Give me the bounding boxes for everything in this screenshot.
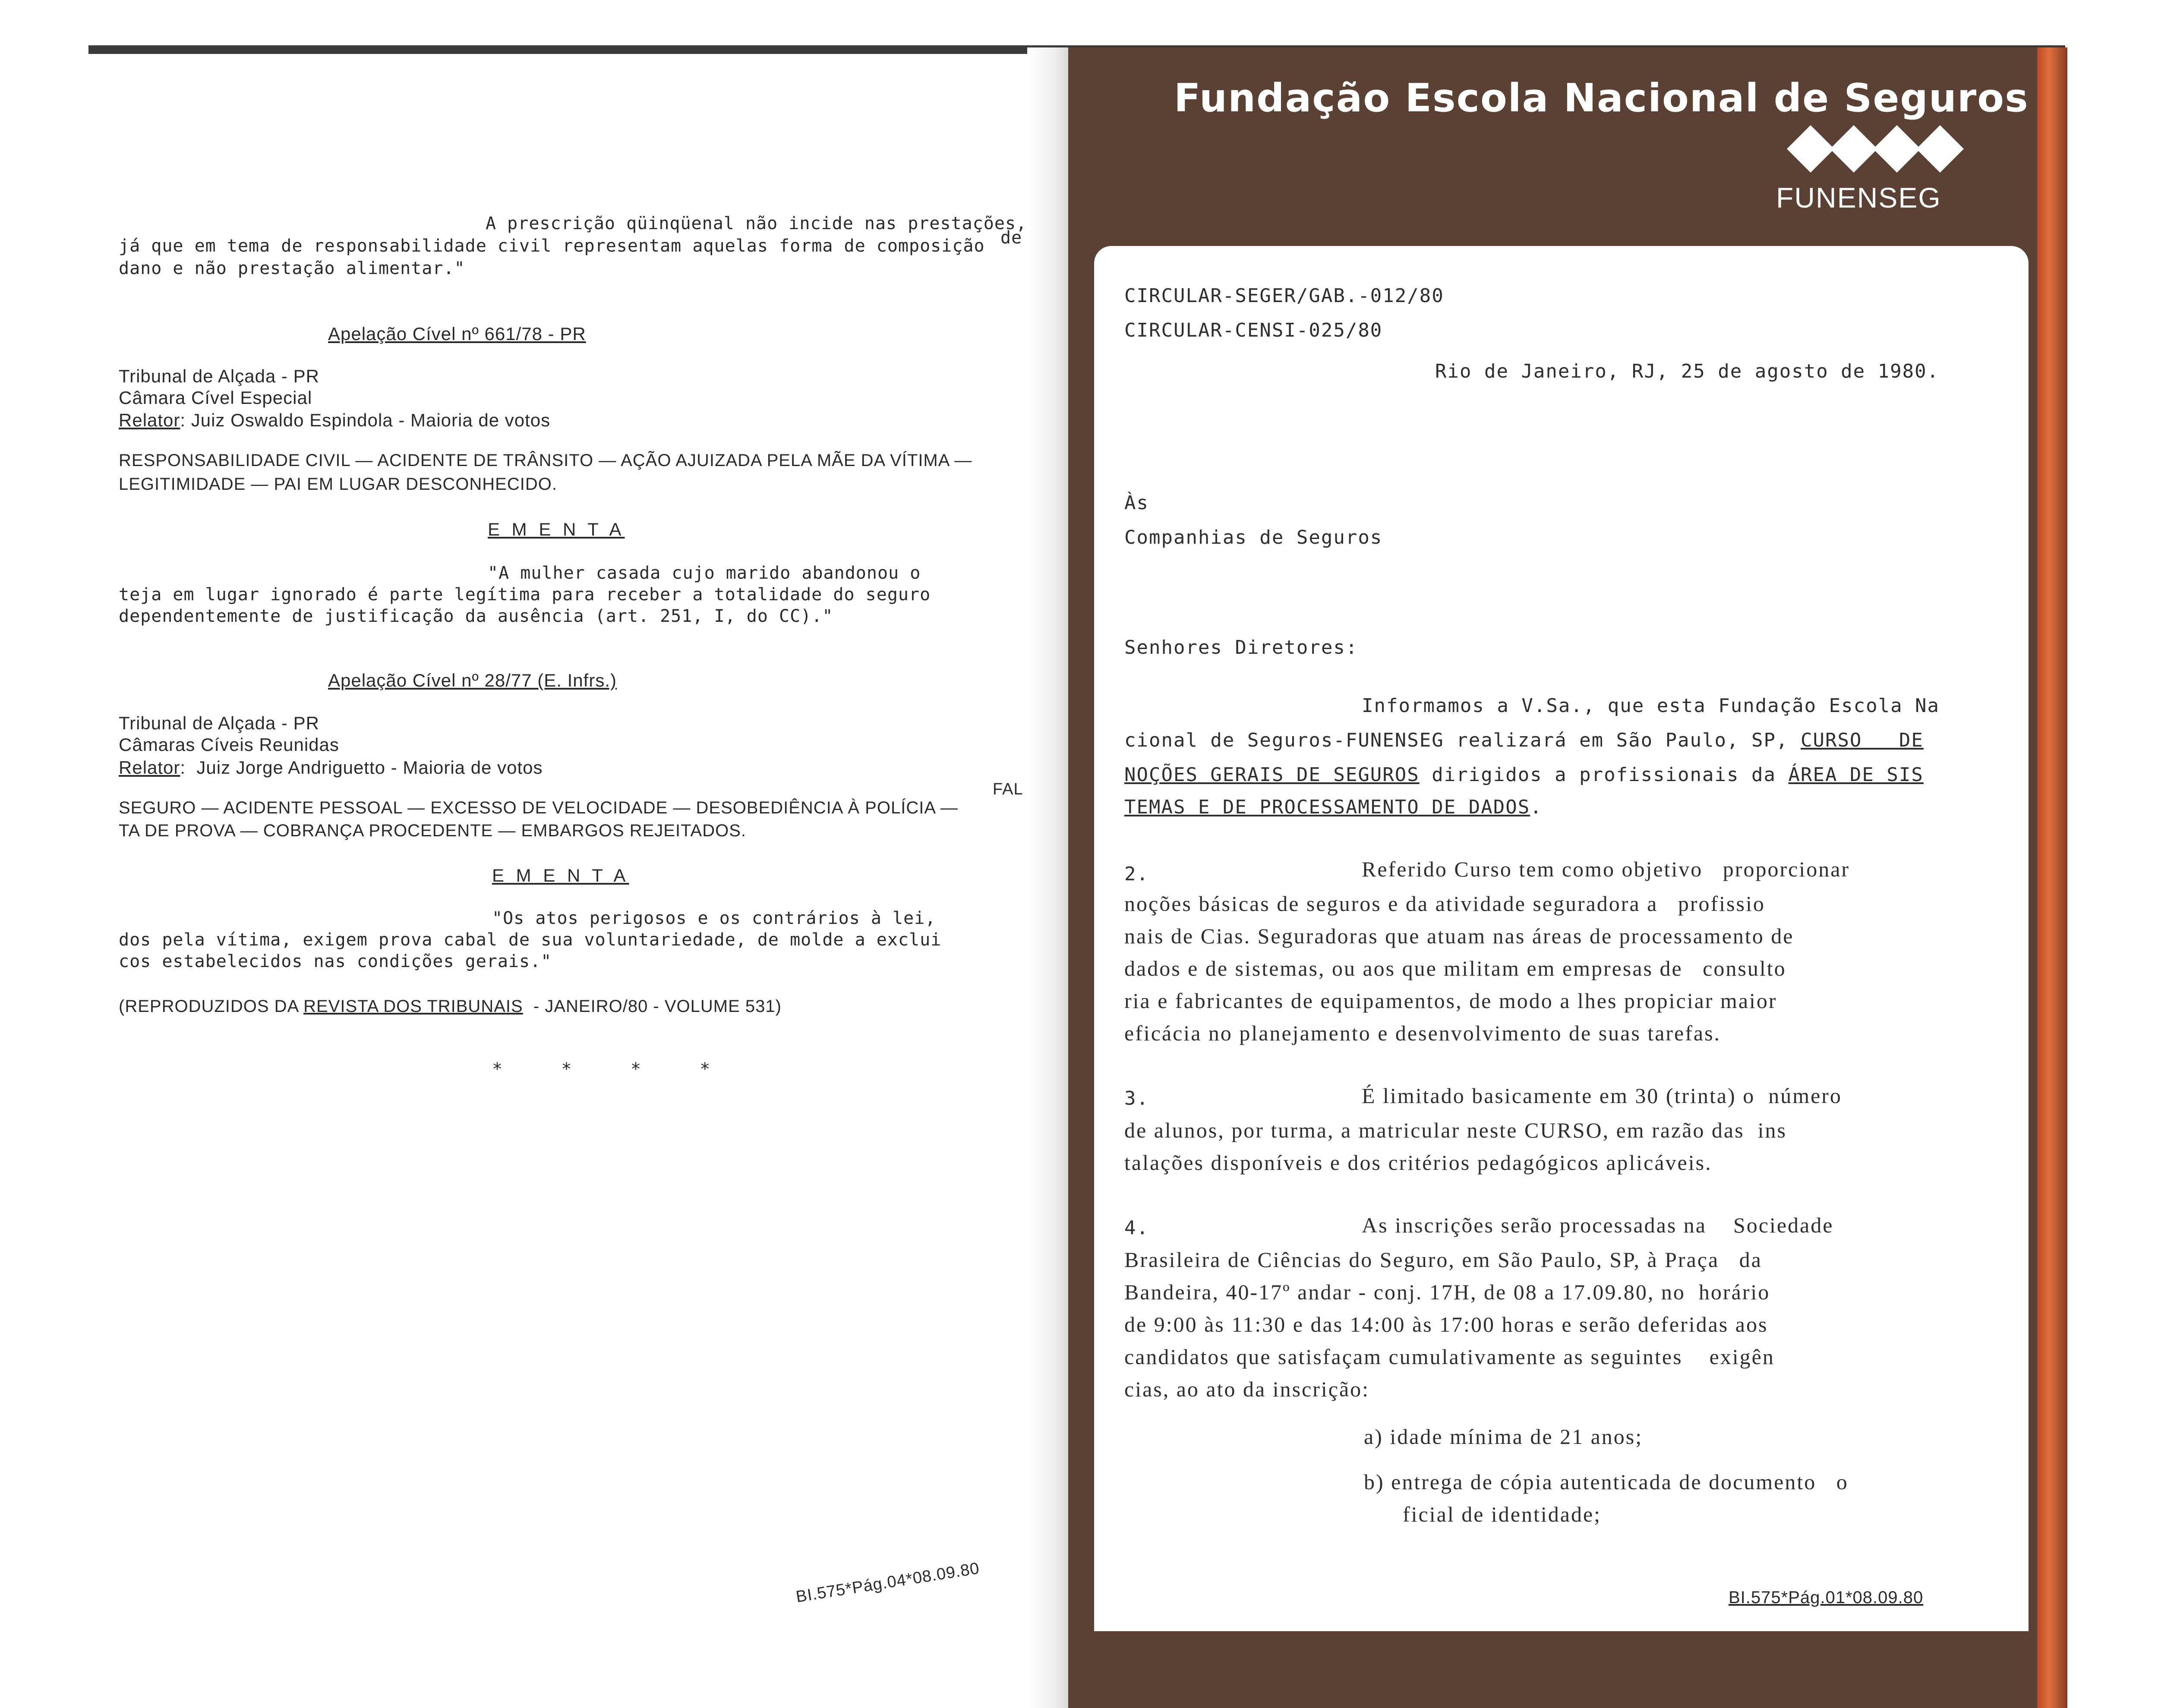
p2-line1: Referido Curso tem como objetivo proporcionar	[1362, 857, 1850, 881]
p2-line4: dados e de sistemas, ou aos que militam em empresas de consulto	[1124, 956, 1786, 980]
case2-subject-line2: TA DE PROVA — COBRANÇA PROCEDENTE — EMBARGOS REJEITADOS.	[119, 821, 747, 840]
section-stars: * * * *	[492, 1059, 714, 1079]
p1-line2	[1124, 729, 1924, 751]
case1-title: Apelação Cível nº 661/78 - PR	[328, 324, 586, 344]
case1-ementa: E M E N T A	[488, 519, 625, 539]
case2-subject-line1: SEGURO — ACIDENTE PESSOAL — EXCESSO DE VELOCIDADE — DESOBEDIÊNCIA À POLÍCIA —	[119, 798, 958, 817]
addressee-line2: Companhias de Seguros	[1124, 526, 1383, 548]
source-suffix: - JANEIRO/80 - VOLUME 531)	[523, 997, 782, 1016]
p2-line3: nais de Cias. Seguradoras que atuam nas áreas de processamento de	[1124, 924, 1794, 948]
case2-text-line2: dos pela vítima, exigem prova cabal de sua voluntariedade, de molde a exclui	[119, 930, 942, 950]
left-page-footer: BI.575*Pág.04*08.09.80	[795, 1559, 981, 1607]
p3-number: 3.	[1124, 1087, 1149, 1109]
p4-number: 4.	[1124, 1217, 1149, 1239]
case2-title: Apelação Cível nº 28/77 (E. Infrs.)	[328, 670, 617, 690]
letter-date: Rio de Janeiro, RJ, 25 de agosto de 1980.	[1435, 360, 1940, 382]
case1-text-line1: "A mulher casada cujo marido abandonou o	[488, 563, 921, 583]
diamonds-logo-icon	[1785, 123, 1966, 175]
p1-line2-text: cional de Seguros-FUNENSEG realizará em São Paulo, SP,	[1124, 729, 1801, 751]
p1-line4	[1124, 796, 1543, 818]
case1-chamber: Câmara Cível Especial	[119, 388, 312, 408]
p2-line5: ria e fabricantes de equipamentos, de modo a lhes propiciar maior	[1124, 989, 1777, 1013]
addressee-line1: Às	[1124, 492, 1149, 514]
p4-line1: As inscrições serão processadas na Sociedade	[1362, 1213, 1834, 1237]
case1-relator-label: Relator	[119, 410, 180, 430]
p1-course-name: NOÇÕES GERAIS DE SEGUROS	[1124, 764, 1420, 786]
case2-subject-line1-end: FAL	[993, 780, 1023, 798]
book-gutter	[1027, 47, 1075, 1708]
case1-subject-line1: RESPONSABILIDADE CIVIL — ACIDENTE DE TRÂNSITO — AÇÃO AJUIZADA PELA MÃE DA VÍTIMA —	[119, 451, 972, 470]
p4-line2: Brasileira de Ciências do Seguro, em São Paulo, SP, à Praça da	[1124, 1248, 1762, 1272]
brand-title: Fundação Escola Nacional de Seguros	[1174, 76, 2029, 121]
left-para1-line3: dano e não prestação alimentar."	[119, 258, 465, 278]
case1-relator	[119, 410, 550, 431]
case1-text-line2: teja em lugar ignorado é parte legítima para receber a totalidade do seguro	[119, 585, 931, 605]
case2-relator-label: Relator	[119, 757, 180, 778]
case2-text-line3: cos estabelecidos nas condições gerais."	[119, 952, 552, 971]
p2-line2: noções básicas de seguros e da atividade seguradora a profissio	[1124, 892, 1765, 916]
p2-number: 2.	[1124, 863, 1149, 885]
case1-court: Tribunal de Alçada - PR	[119, 366, 320, 386]
p2-line6: eficácia no planejamento e desenvolvimento de suas tarefas.	[1124, 1021, 1721, 1045]
case1-subject-line2: LEGITIMIDADE — PAI EM LUGAR DESCONHECIDO.	[119, 475, 557, 494]
p1-course-label: CURSO DE	[1800, 729, 1924, 751]
source-citation	[119, 997, 782, 1016]
case2-relator-text: : Juiz Jorge Andriguetto - Maioria de votos	[180, 757, 543, 778]
case2-court: Tribunal de Alçada - PR	[119, 713, 320, 733]
p1-area-name: TEMAS E DE PROCESSAMENTO DE DADOS	[1124, 796, 1530, 818]
requirement-b-line2: ficial de identidade;	[1403, 1502, 1602, 1526]
p1-line1: Informamos a V.Sa., que esta Fundação Escola Na	[1362, 695, 1940, 717]
requirement-a: a) idade mínima de 21 anos;	[1364, 1424, 1643, 1449]
left-para1-line1: A prescrição qüinqüenal não incide nas prestações,	[486, 214, 1027, 233]
page-edge-stripe	[2037, 47, 2067, 1708]
source-link: REVISTA DOS TRIBUNAIS	[303, 997, 523, 1016]
p3-line3: talações disponíveis e dos critérios pedagógicos aplicáveis.	[1124, 1150, 1712, 1175]
p1-line3-text: dirigidos a profissionais da	[1419, 764, 1789, 786]
p1-area-label: ÁREA DE SIS	[1788, 764, 1924, 786]
case2-chamber: Câmaras Cíveis Reunidas	[119, 734, 339, 755]
p4-line6: cias, ao ato da inscrição:	[1124, 1377, 1370, 1401]
salutation: Senhores Diretores:	[1124, 637, 1358, 659]
requirement-b-line1: b) entrega de cópia autenticada de documento o	[1364, 1470, 1849, 1494]
case1-relator-text: : Juiz Oswaldo Espindola - Maioria de votos	[180, 410, 551, 430]
p4-line3: Bandeira, 40-17º andar - conj. 17H, de 08 a 17.09.80, no horário	[1124, 1280, 1770, 1304]
circular-ref-1: CIRCULAR-SEGER/GAB.-012/80	[1124, 285, 1444, 307]
case2-relator	[119, 757, 543, 778]
p3-line2: de alunos, por turma, a matricular neste CURSO, em razão das ins	[1124, 1118, 1787, 1142]
left-para1-line2: já que em tema de responsabilidade civil representam aquelas forma de composição	[119, 236, 985, 256]
circular-ref-2: CIRCULAR-CENSI-025/80	[1124, 319, 1383, 341]
case2-text-line1: "Os atos perigosos e os contrários à lei,	[492, 908, 936, 928]
p4-line5: candidatos que satisfaçam cumulativamente as seguintes exigên	[1124, 1345, 1775, 1369]
right-page-footer: BI.575*Pág.01*08.09.80	[1729, 1588, 1924, 1607]
p4-line4: de 9:00 às 11:30 e das 14:00 às 17:00 horas e serão deferidas aos	[1124, 1312, 1768, 1336]
case2-ementa: E M E N T A	[492, 865, 629, 886]
p3-line1: É limitado basicamente em 30 (trinta) o número	[1362, 1084, 1842, 1108]
case1-text-line3: dependentemente de justificação da ausência (art. 251, I, do CC)."	[119, 606, 833, 626]
left-para1-line2-end: de	[1000, 228, 1022, 248]
p1-line4-end: .	[1530, 796, 1543, 818]
p1-line3	[1124, 764, 1924, 786]
brand-subtitle: FUNENSEG	[1776, 182, 1941, 214]
source-prefix: (REPRODUZIDOS DA	[119, 997, 304, 1016]
